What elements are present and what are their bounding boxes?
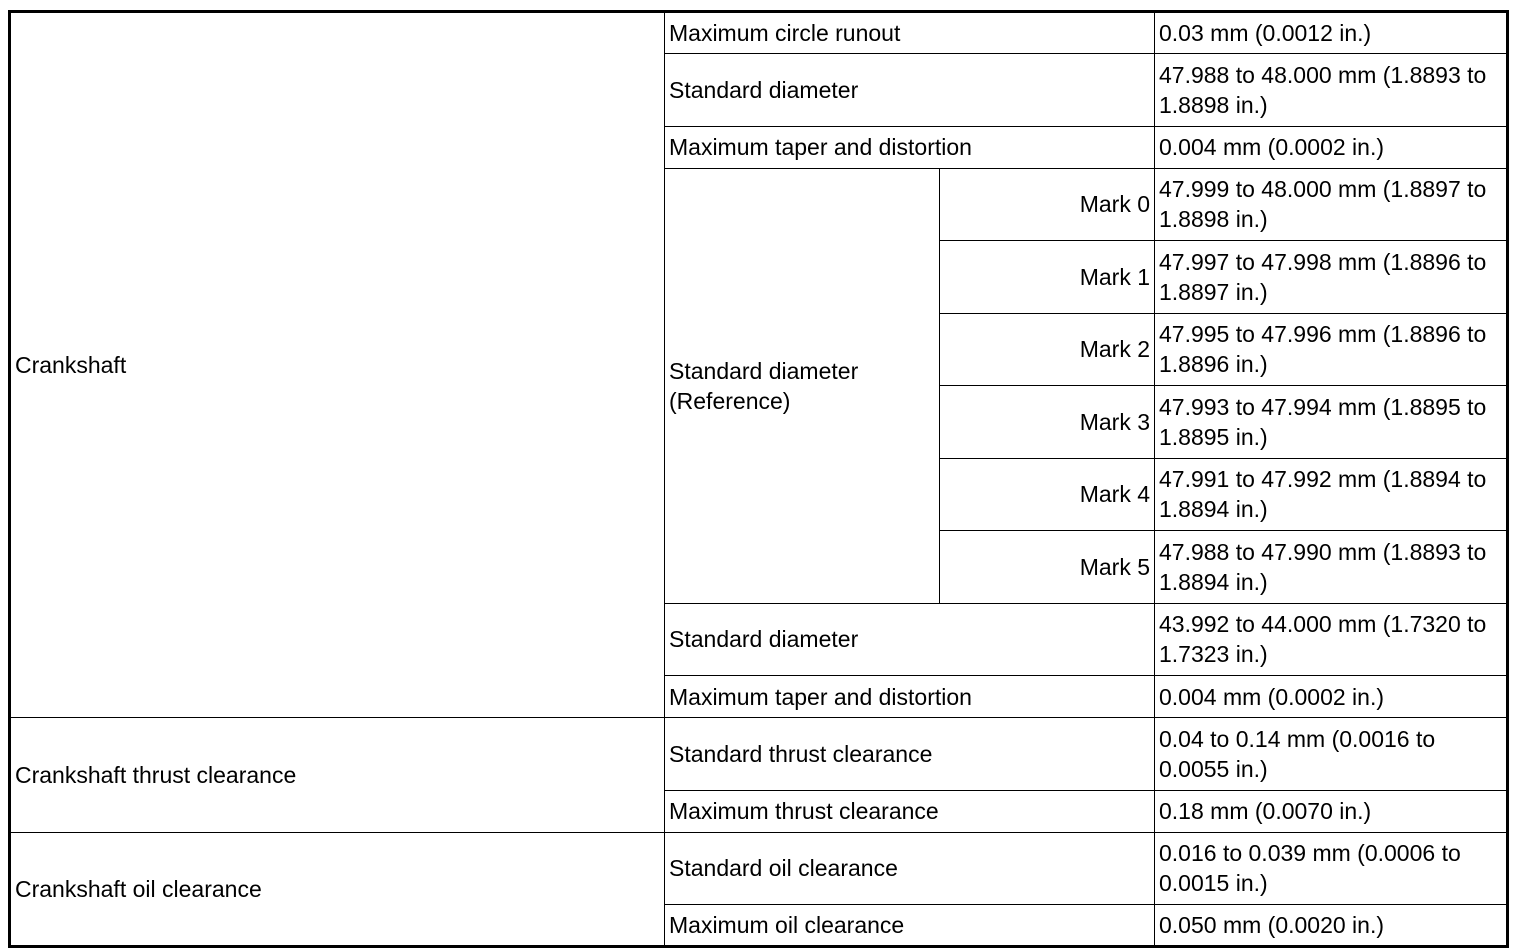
mark-label: Mark 2 [940, 313, 1155, 386]
spec-value: 47.999 to 48.000 mm (1.8897 to 1.8898 in.) [1155, 168, 1508, 241]
table-row [10, 12, 1508, 54]
table-row [10, 718, 1508, 791]
table-row [10, 832, 1508, 905]
spec-label-reference: Standard diameter (Reference) [665, 168, 940, 603]
spec-label: Maximum circle runout [665, 12, 1155, 54]
spec-value: 47.995 to 47.996 mm (1.8896 to 1.8896 in.) [1155, 313, 1508, 386]
spec-value: 43.992 to 44.000 mm (1.7320 to 1.7323 in.) [1155, 603, 1508, 676]
mark-label: Mark 3 [940, 386, 1155, 459]
item-crankshaft: Crankshaft [10, 12, 665, 718]
spec-table [8, 10, 1509, 948]
spec-value: 0.016 to 0.039 mm (0.0006 to 0.0015 in.) [1155, 832, 1508, 905]
spec-label: Maximum taper and distortion [665, 126, 1155, 168]
spec-value: 0.050 mm (0.0020 in.) [1155, 905, 1508, 947]
spec-value: 47.988 to 48.000 mm (1.8893 to 1.8898 in.) [1155, 54, 1508, 127]
spec-label: Maximum oil clearance [665, 905, 1155, 947]
spec-value: 0.03 mm (0.0012 in.) [1155, 12, 1508, 54]
mark-label: Mark 0 [940, 168, 1155, 241]
mark-label: Mark 5 [940, 531, 1155, 604]
spec-value: 47.991 to 47.992 mm (1.8894 to 1.8894 in.) [1155, 458, 1508, 531]
spec-label: Maximum thrust clearance [665, 790, 1155, 832]
spec-label: Standard diameter [665, 54, 1155, 127]
spec-value: 47.993 to 47.994 mm (1.8895 to 1.8895 in.) [1155, 386, 1508, 459]
spec-value: 0.004 mm (0.0002 in.) [1155, 676, 1508, 718]
spec-value: 0.18 mm (0.0070 in.) [1155, 790, 1508, 832]
spec-label: Standard oil clearance [665, 832, 1155, 905]
spec-value: 47.988 to 47.990 mm (1.8893 to 1.8894 in.) [1155, 531, 1508, 604]
spec-label: Standard diameter [665, 603, 1155, 676]
mark-label: Mark 4 [940, 458, 1155, 531]
spec-value: 0.04 to 0.14 mm (0.0016 to 0.0055 in.) [1155, 718, 1508, 791]
mark-label: Mark 1 [940, 241, 1155, 314]
item-crankshaft-oil-clearance: Crankshaft oil clearance [10, 832, 665, 947]
spec-value: 47.997 to 47.998 mm (1.8896 to 1.8897 in.) [1155, 241, 1508, 314]
spec-label: Standard thrust clearance [665, 718, 1155, 791]
item-crankshaft-thrust-clearance: Crankshaft thrust clearance [10, 718, 665, 833]
spec-label: Maximum taper and distortion [665, 676, 1155, 718]
spec-value: 0.004 mm (0.0002 in.) [1155, 126, 1508, 168]
